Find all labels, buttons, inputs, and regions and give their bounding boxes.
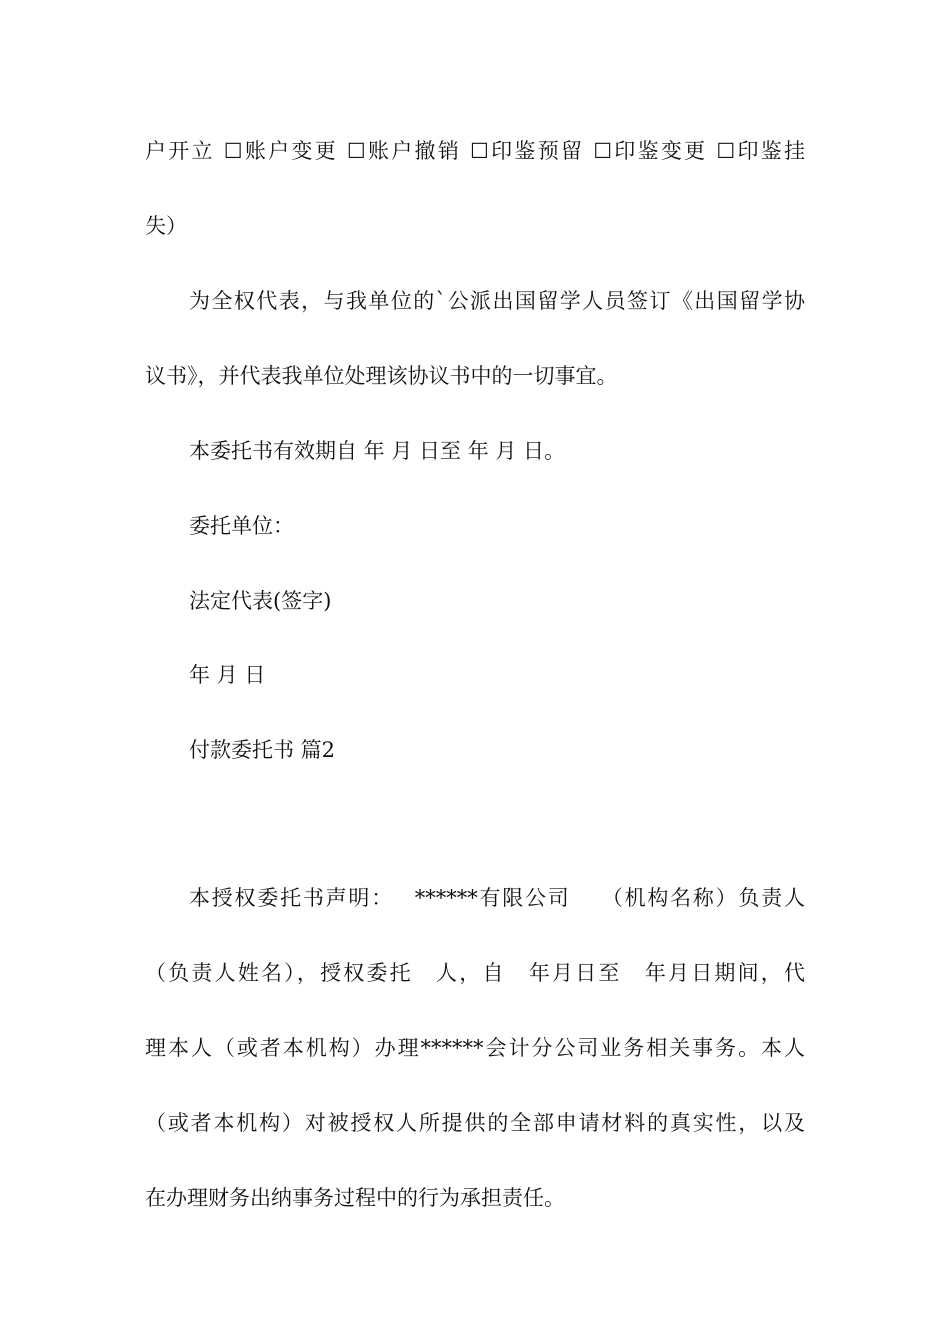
text-line-entrusting-unit: 委托单位： (189, 514, 294, 538)
text-line-authorization-end: 议书》，并代表我单位处理该协议书中的一切事宜。 (145, 364, 618, 388)
section-heading: 付款委托书 篇2 (189, 738, 336, 762)
text-line-declaration-4: （或者本机构）对被授权人所提供的全部申请材料的真实性，以及 (145, 1111, 805, 1135)
text-line-authorization: 为全权代表，与我单位的`公派出国留学人员签订《出国留学协 (189, 289, 805, 313)
text-line-account-options-end: 失） (145, 214, 187, 238)
text-line-declaration-2: （负责人姓名），授权委托 人，自 年月日至 年月日期间，代 (145, 961, 805, 985)
text-line-declaration-end: 在办理财务出纳事务过程中的行为承担责任。 (145, 1186, 565, 1210)
text-line-declaration: 本授权委托书声明： ******有限公司 （机构名称）负责人 (189, 886, 805, 910)
text-line-account-options: 户开立 ☐账户变更 ☐账户撤销 ☐印鉴预留 ☐印鉴变更 ☐印鉴挂 (145, 139, 805, 163)
text-line-legal-representative: 法定代表(签字) (189, 589, 332, 613)
text-line-date: 年 月 日 (189, 663, 266, 687)
text-line-declaration-3: 理本人（或者本机构）办理******会计分公司业务相关事务。本人 (145, 1036, 805, 1060)
text-line-validity-period: 本委托书有效期自 年 月 日至 年 月 日。 (189, 439, 566, 463)
